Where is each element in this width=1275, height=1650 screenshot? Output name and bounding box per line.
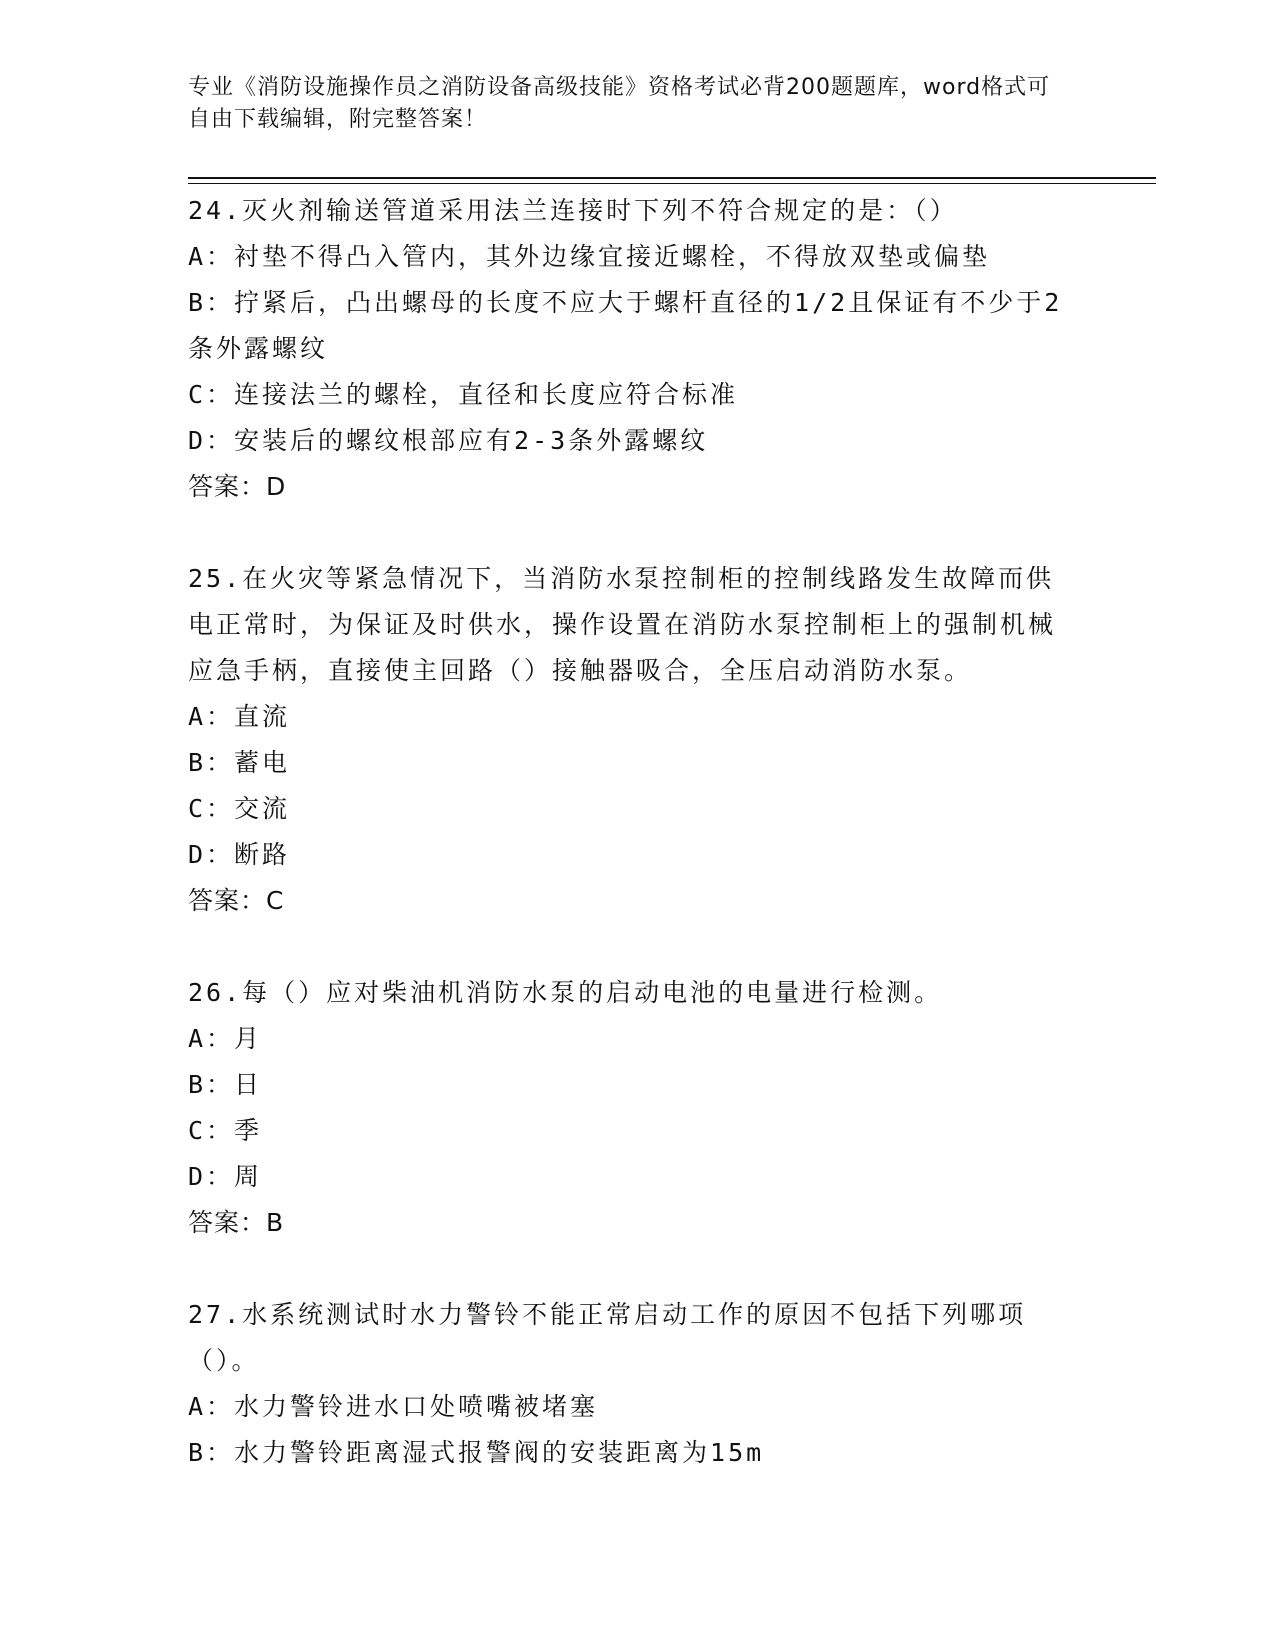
question-25 [188,556,1088,924]
answer-line: 答案：B [188,1208,285,1237]
question-27 [188,1292,1088,1476]
question-24 [188,188,1088,510]
question-stem: 25.在火灾等紧急情况下，当消防水泵控制柜的控制线路发生故障而供电正常时，为保证及时供水，操作设置在消防水泵控制柜上的强制机械应急手柄，直接使主回路（）接触器吸合，全压启动消防水泵。 [188,564,1057,685]
question-spacer [188,1246,1088,1292]
answer-line: 答案：D [188,472,287,501]
option-c: C：连接法兰的螺栓，直径和长度应符合标准 [188,380,739,409]
question-list [188,188,1088,1476]
option-d: D：断路 [188,840,291,869]
question-stem: 24.灭火剂输送管道采用法兰连接时下列不符合规定的是：（） [188,196,958,225]
answer-line: 答案：C [188,886,285,915]
option-c: C：季 [188,1116,263,1145]
option-d: D：周 [188,1162,263,1191]
option-b: B：拧紧后，凸出螺母的长度不应大于螺杆直径的1/2且保证有不少于2条外露螺纹 [188,288,1063,363]
option-a: A：月 [188,1024,263,1053]
header-rule-thin [188,183,1156,184]
question-stem: 27.水系统测试时水力警铃不能正常启动工作的原因不包括下列哪项（）。 [188,1300,1027,1375]
question-spacer [188,510,1088,556]
option-b: B：日 [188,1070,263,1099]
option-a: A：直流 [188,702,291,731]
option-b: B：蓄电 [188,748,291,777]
option-a: A：水力警铃进水口处喷嘴被堵塞 [188,1392,599,1421]
option-c: C：交流 [188,794,291,823]
header-rule-thick [188,177,1156,179]
question-stem: 26.每（）应对柴油机消防水泵的启动电池的电量进行检测。 [188,978,943,1007]
question-26 [188,970,1088,1246]
document-header: 专业《消防设施操作员之消防设备高级技能》资格考试必背200题题库，word格式可自由下载编辑，附完整答案！ [188,75,1051,132]
option-b: B：水力警铃距离湿式报警阀的安装距离为15m [188,1438,765,1467]
option-d: D：安装后的螺纹根部应有2-3条外露螺纹 [188,426,709,455]
question-spacer [188,924,1088,970]
option-a: A：衬垫不得凸入管内，其外边缘宜接近螺栓，不得放双垫或偏垫 [188,242,991,271]
